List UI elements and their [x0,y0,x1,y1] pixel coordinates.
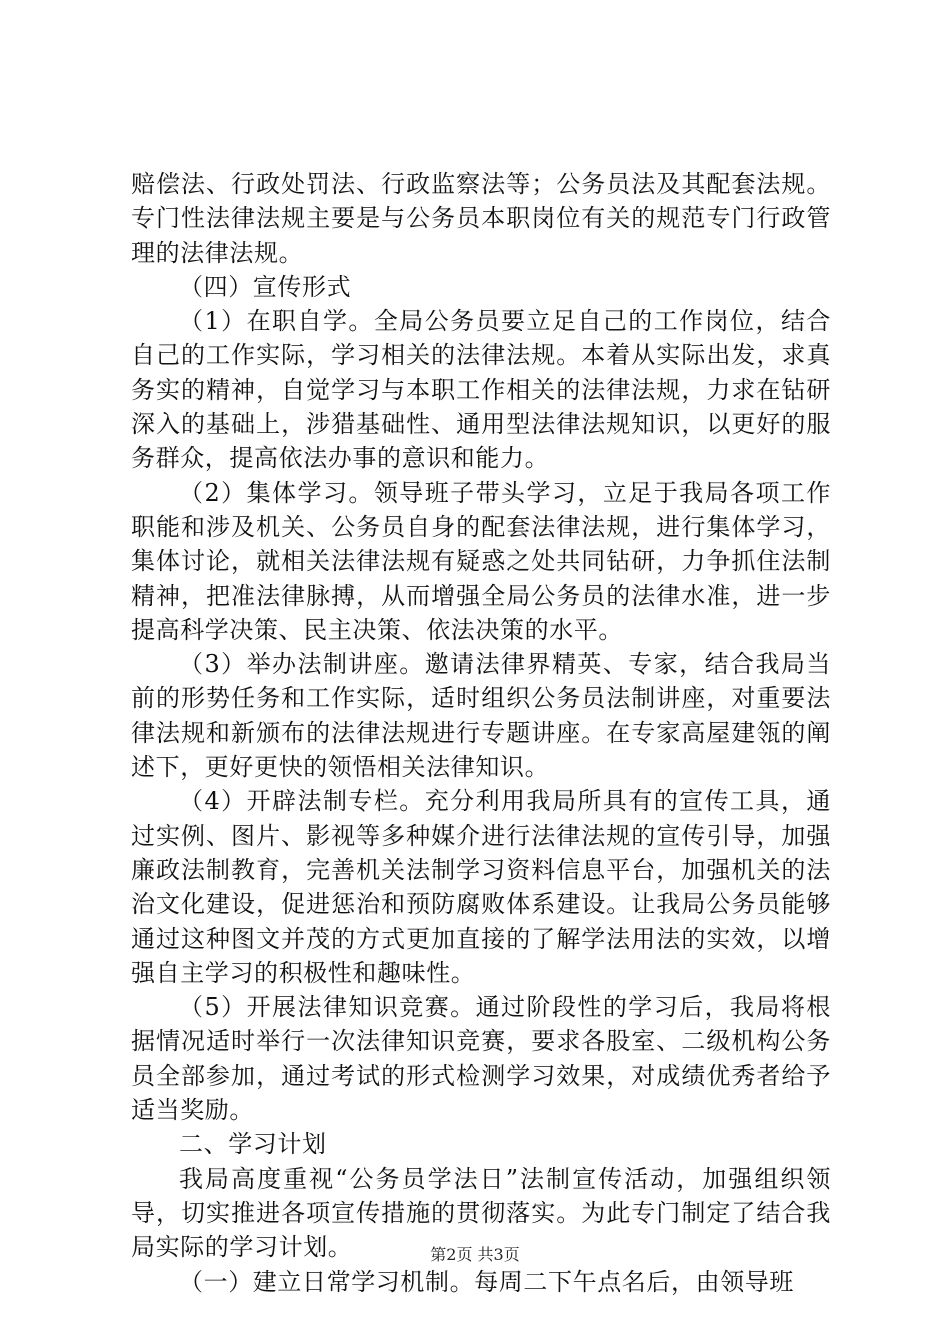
paragraph: 赔偿法、行政处罚法、行政监察法等；公务员法及其配套法规。专门性法律法规主要是与公务员本职岗位有关的规范专门行政管理的法律法规。 [131,170,831,267]
section-heading: （四）宣传形式 [179,272,352,301]
paragraph: （1）在职自学。全局公务员要立足自己的工作岗位，结合自己的工作实际，学习相关的法律法规。本着从实际出发，求真务实的精神，自觉学习与本职工作相关的法律法规，力求在钻研深入的基础上，涉猎基础性、通用型法律法规知识，以更好的服务群众，提高依法办事的意识和能力。 [131,307,831,473]
section-heading: 二、学习计划 [179,1130,327,1159]
paragraph: （5）开展法律知识竞赛。通过阶段性的学习后，我局将根据情况适时举行一次法律知识竞赛，要求各股室、二级机构公务员全部参加，通过考试的形式检测学习效果，对成绩优秀者给予适当奖励。 [131,993,831,1125]
paragraph: （一）建立日常学习机制。每周二下午点名后，由领导班 [179,1267,794,1296]
document-body [131,167,831,1299]
paragraph: （4）开辟法制专栏。充分利用我局所具有的宣传工具，通过实例、图片、影视等多种媒介进行法律法规的宣传引导，加强廉政法制教育，完善机关法制学习资料信息平台，加强机关的法治文化建设，促进惩治和预防腐败体系建设。让我局公务员能够通过这种图文并茂的方式更加直接的了解学法用法的实效，以增强自主学习的积极性和趣味性。 [131,787,831,987]
paragraph: （2）集体学习。领导班子带头学习，立足于我局各项工作职能和涉及机关、公务员自身的配套法律法规，进行集体学习，集体讨论，就相关法律法规有疑惑之处共同钻研，力争抓住法制精神，把准法律脉搏，从而增强全局公务员的法律水准，进一步提高科学决策、民主决策、依法决策的水平。 [131,478,831,644]
paragraph: （3）举办法制讲座。邀请法律界精英、专家，结合我局当前的形势任务和工作实际，适时组织公务员法制讲座，对重要法律法规和新颁布的法律法规进行专题讲座。在专家高屋建瓴的阐述下，更好更快的领悟相关法律知识。 [131,650,831,782]
page-number-footer: 第2页 共3页 [430,1245,520,1264]
paragraph: 我局高度重视“公务员学法日”法制宣传活动，加强组织领导，切实推进各项宣传措施的贯彻落实。为此专门制定了结合我局实际的学习计划。 [131,1164,831,1262]
